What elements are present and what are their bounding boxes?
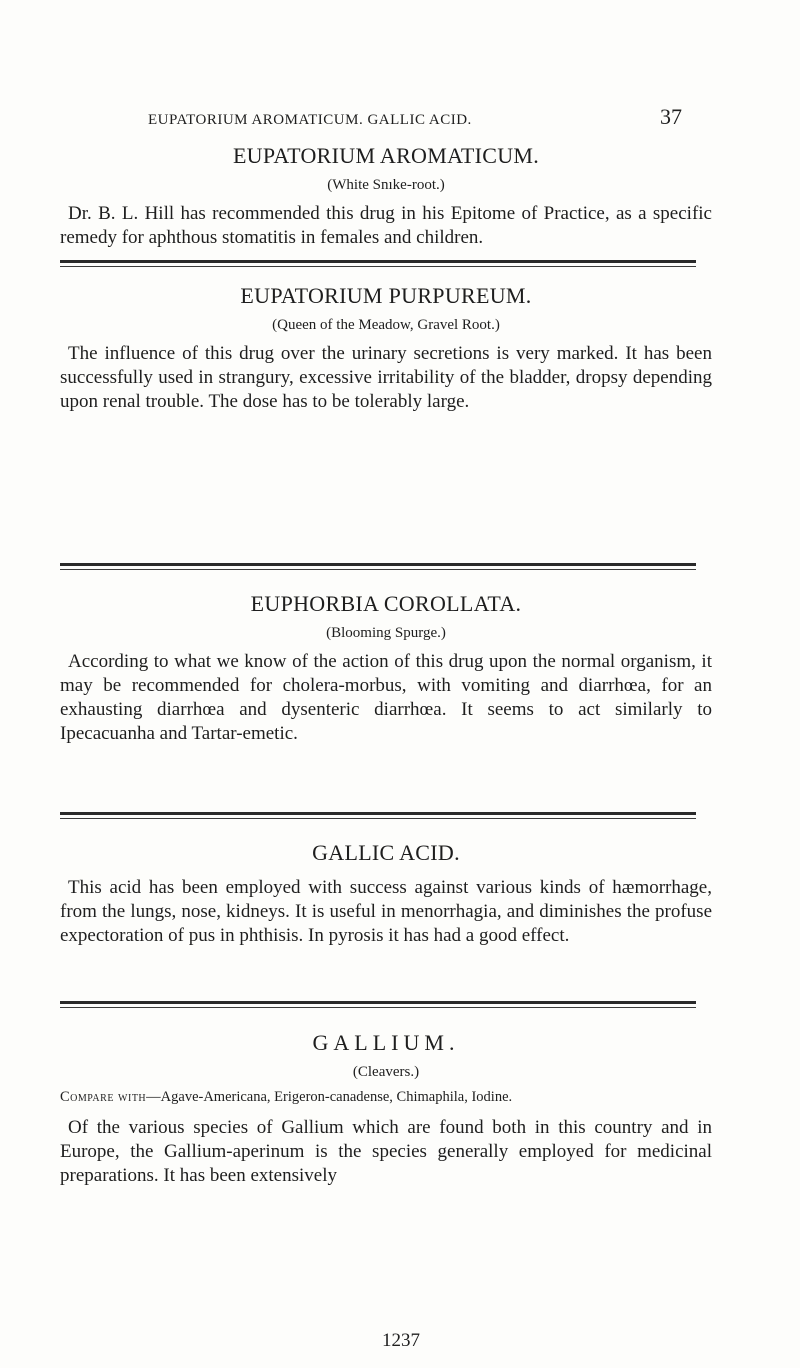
section-gallium — [60, 1030, 712, 1188]
section-body: Of the various species of Gallium which are found both in this country and in Europe, the Gallium-aperinum is the species generally employed for medicinal preparations. It has been extensively — [60, 1117, 712, 1186]
section-subtitle: (Cleavers.) — [352, 1064, 420, 1080]
footer-number: 1237 — [382, 1330, 420, 1351]
section-eupatorium-aromaticum — [60, 143, 712, 250]
section-eupatorium-purpureum — [60, 283, 712, 414]
running-head: EUPATORIUM AROMATICUM. GALLIC ACID. — [148, 112, 472, 128]
section-title: EUPATORIUM PURPUREUM. — [240, 283, 532, 308]
section-title: GALLIUM. — [312, 1030, 460, 1055]
section-body: Dr. B. L. Hill has recommended this drug in his Epitome of Practice, as a specific remedy for aphthous stomatitis in females and children. — [60, 203, 712, 248]
section-subtitle: (Blooming Spurge.) — [326, 625, 446, 641]
section-title: EUPATORIUM AROMATICUM. — [232, 143, 540, 168]
compare-label: Compare with — [60, 1089, 147, 1105]
section-euphorbia-corollata — [60, 591, 712, 746]
section-divider — [60, 1001, 696, 1008]
compare-with-line — [60, 1089, 712, 1106]
section-divider — [60, 812, 696, 819]
section-subtitle: (Queen of the Meadow, Gravel Root.) — [272, 317, 500, 333]
section-body: This acid has been employed with success against various kinds of hæmorrhage, from the lungs, nose, kidneys. It is useful in menorrhagia, and diminishes the profuse expectoration of pus in phthisis. In pyrosis it has had a good effect. — [60, 877, 712, 946]
section-body: According to what we know of the action of this drug upon the normal organism, it may be recommended for cholera-morbus, with vomiting and diarrhœa, for an exhausting diarrhœa and dysenteric diarrhœa. It seems to act similarly to Ipecacuanha and Tartar-emetic. — [60, 651, 712, 744]
section-gallic-acid — [60, 840, 712, 948]
section-divider — [60, 563, 696, 570]
section-body: The influence of this drug over the urinary secretions is very marked. It has been successfully used in strangury, excessive irritability of the bladder, dropsy depending upon renal trouble. The dose has to be tolerably large. — [60, 343, 712, 412]
section-title: GALLIC ACID. — [312, 840, 460, 865]
compare-text: —Agave-Americana, Erigeron-canadense, Chimaphila, Iodine. — [146, 1089, 513, 1105]
section-divider — [60, 260, 696, 267]
page-number: 37 — [660, 104, 682, 129]
section-subtitle: (White Snıke-root.) — [327, 177, 445, 193]
section-title: EUPHORBIA COROLLATA. — [250, 591, 522, 616]
